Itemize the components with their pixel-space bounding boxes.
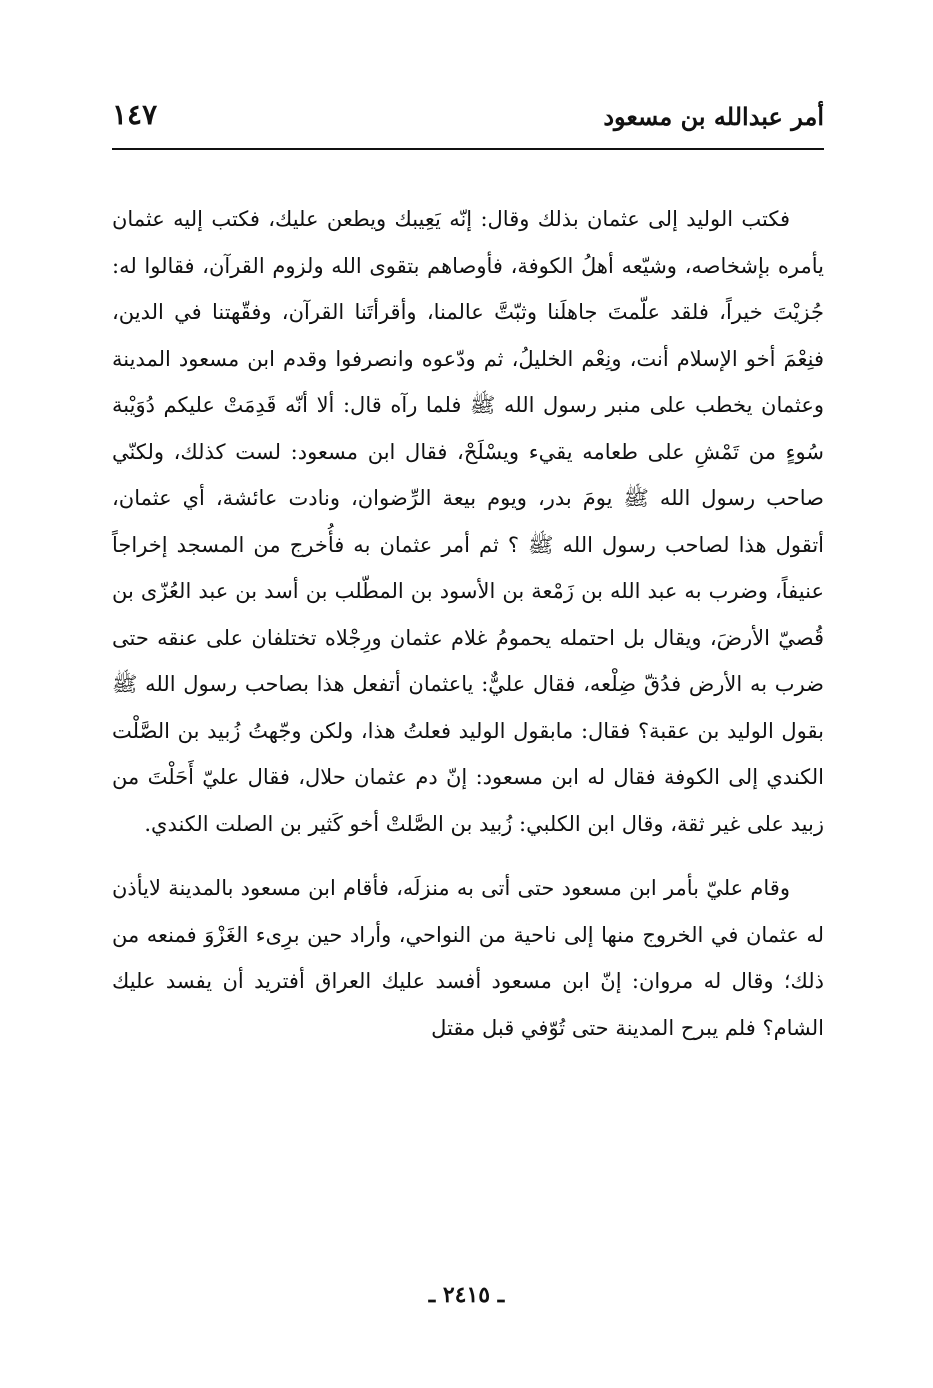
page-number-footer: ـ ٢٤١٥ ـ [428,1282,505,1308]
page-number-top: ١٤٧ [112,98,158,131]
paragraph-1: فكتب الوليد إلى عثمان بذلك وقال: إنّه يَعِيبك ويطعن عليك، فكتب إليه عثمان يأمره بإشخاصه، وشيّعه أهلُ الكوفة، فأوصاهم بتقوى الله ولزوم القرآن، فقالوا له: جُزيْتَ خيراً، فلقد علّمتَ جاهلَنا وثبّتَّ عالمنا، وأقرأتَنا القرآن، وفقّهتنا في الدين، فنِعْمَ أخو الإسلام أنت، ونِعْم الخليلُ، ثم ودّعوه وانصرفوا وقدم ابن مسعود المدينة وعثمان يخطب على منبر رسول الله ﷺ فلما رآه قال: ألا أنّه قَدِمَتْ عليكم دُوَيْبة سُوءٍ من تَمْشِ على طعامه يقيء ويسْلَحْ، فقال ابن مسعود: لست كذلك، ولكنّي صاحب رسول الله ﷺ يومَ بدر، ويوم بيعة الرِّضوان، ونادت عائشة، أي عثمان، أتقول هذا لصاحب رسول الله ﷺ ؟ ثم أمر عثمان به فأُخرج من المسجد إخراجاً عنيفاً، وضرب به عبد الله بن زَمْعة بن الأسود بن المطّلب بن أسد بن عبد العُزّى بن قُصيّ الأرضَ، ويقال بل احتمله يحمومُ غلام عثمان ورِجْلاه تختلفان على عنقه حتى ضرب به الأرض فدُقّ ضِلْعه، فقال عليٌّ: ياعثمان أتفعل هذا بصاحب رسول الله ﷺ بقول الوليد بن عقبة؟ فقال: مابقول الوليد فعلتُ هذا، ولكن وجّهتُ زُبيد بن الصَّلْت الكندي إلى الكوفة فقال له ابن مسعود: إنّ دم عثمان حلال، فقال عليّ أَحَلْتَ من زبيد على غير ثقة، وقال ابن الكلبي: زُبيد بن الصَّلتْ أخو كَثير بن الصلت الكندي. [112,207,824,836]
body-text [112,196,824,1051]
page-header [112,96,824,152]
running-title: أمر عبدالله بن مسعود [603,102,824,131]
header-rule [112,148,824,150]
paragraph-2: وقام عليّ بأمر ابن مسعود حتى أتى به منزلَه، فأقام ابن مسعود بالمدينة لايأذن له عثمان في الخروج منها إلى ناحية من النواحي، وأراد حين برِىء الغَزْوَ فمنعه من ذلك؛ وقال له مروان: إنّ ابن مسعود أفسد عليك العراق أفتريد أن يفسد عليك الشام؟ فلم يبرح المدينة حتى تُوّفي قبل مقتل [112,876,824,1040]
